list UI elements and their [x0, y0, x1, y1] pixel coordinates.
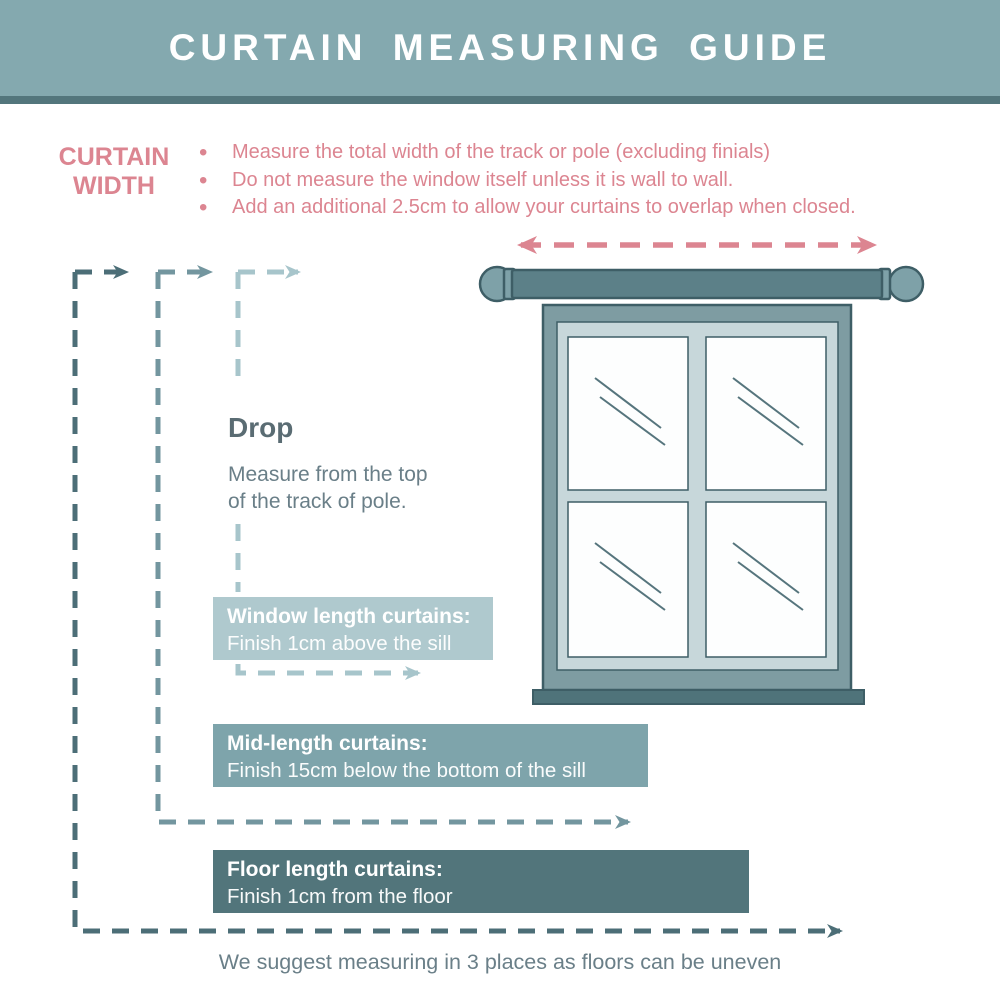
right-finial: [889, 267, 923, 301]
window-pane: [568, 337, 688, 490]
length-box-title: Floor length curtains:: [227, 858, 443, 881]
footer-note: We suggest measuring in 3 places as floors can be uneven: [218, 950, 782, 974]
window-pane: [568, 502, 688, 657]
curtain-width-bullets: [232, 139, 972, 222]
curtain-pole-icon: [480, 267, 923, 301]
length-box-detail: Finish 15cm below the bottom of the sill: [227, 759, 586, 782]
bullet-item: • Add an additional 2.5cm to allow your curtains to overlap when closed.: [232, 194, 972, 222]
window-icon: [533, 305, 864, 704]
length-box-title: Mid-length curtains:: [227, 732, 428, 755]
length-box-detail: Finish 1cm from the floor: [227, 885, 453, 908]
drop-heading: Drop: [228, 412, 294, 443]
bullet-item: • Measure the total width of the track or pole (excluding finials): [232, 139, 972, 167]
mid-length-box: [213, 724, 648, 787]
page-title: CURTAIN MEASURING GUIDE: [168, 27, 832, 68]
length-box-title: Window length curtains:: [227, 605, 471, 628]
window-length-box: [213, 597, 493, 660]
window-pane: [706, 502, 826, 657]
curtain-width-label: CURTAIN WIDTH: [58, 143, 170, 200]
drop-description: Measure from the top of the track of pole.: [228, 463, 428, 513]
bullet-item: • Do not measure the window itself unless it is wall to wall.: [232, 167, 972, 195]
window-pane: [706, 337, 826, 490]
window-sill: [533, 690, 864, 704]
length-box-detail: Finish 1cm above the sill: [227, 632, 452, 655]
pole-bar: [512, 270, 882, 298]
floor-length-box: [213, 850, 749, 913]
